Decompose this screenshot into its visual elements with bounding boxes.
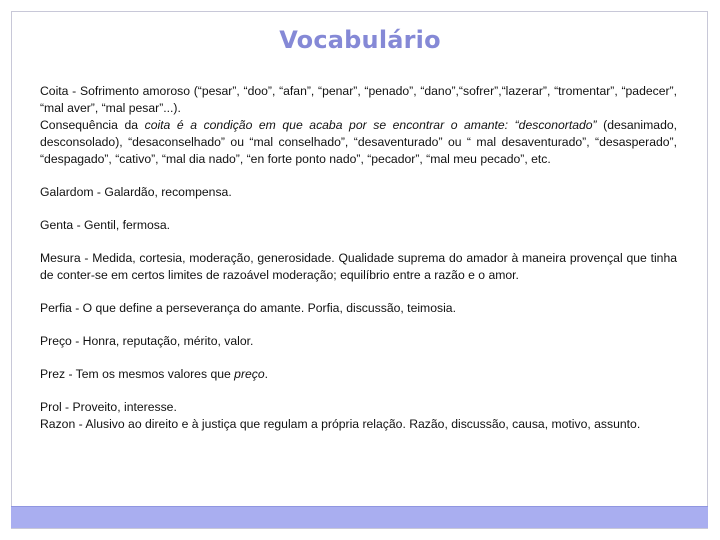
vocabulary-list (40, 83, 677, 433)
slide-title: Vocabulário (279, 26, 441, 54)
entry-consequencia-italic: coita é a condição em que acaba por se encontrar o amante: “desconortado” (144, 118, 597, 132)
entry-coita-text: Coita - Sofrimento amoroso (“pesar”, “doo”, “afan”, “penar”, “penado”, “dano”,“sofrer”,“lazerar”, “tromentar”, “padecer”, “mal aver”, “mal pesar”...). (40, 84, 677, 115)
entry-prez (40, 366, 677, 383)
entry-coita (40, 83, 677, 168)
entry-genta: Genta - Gentil, fermosa. (40, 218, 171, 232)
entry-consequencia-rest: (desanimado, desconsolado), “desaconselhado” ou “mal conselhado”, “desaventurado” ou “ mal desaventurado”, “desasperado”, “despagado”, “cativo”, “mal dia nado”, “en forte ponto nado”, “pecador”, “mal meu pecado”, etc. (40, 118, 678, 166)
entry-perfia: Perfia - O que define a perseverança do amante. Porfia, discussão, teimosia. (40, 301, 456, 315)
entry-consequencia-lead: Consequência da (40, 118, 145, 132)
footer-bar (11, 506, 708, 528)
entry-prez-lead: Prez - Tem os mesmos valores que (40, 367, 235, 381)
entry-prol: Prol - Proveito, interesse. (40, 400, 177, 414)
entry-prez-end: . (264, 367, 269, 381)
entry-mesura: Mesura - Medida, cortesia, moderação, generosidade. Qualidade suprema do amador à maneira provençal que tinha de conter-se em certos limites de razoável moderação; equilíbrio entre a razão e o amor. (40, 251, 677, 282)
entry-preco: Preço - Honra, reputação, mérito, valor. (40, 334, 254, 348)
entry-razon: Razon - Alusivo ao direito e à justiça que regulam a própria relação. Razão, discussão, causa, motivo, assunto. (40, 417, 641, 431)
entry-galardom: Galardom - Galardão, recompensa. (40, 185, 232, 199)
entry-prez-italic: preço (234, 367, 265, 381)
